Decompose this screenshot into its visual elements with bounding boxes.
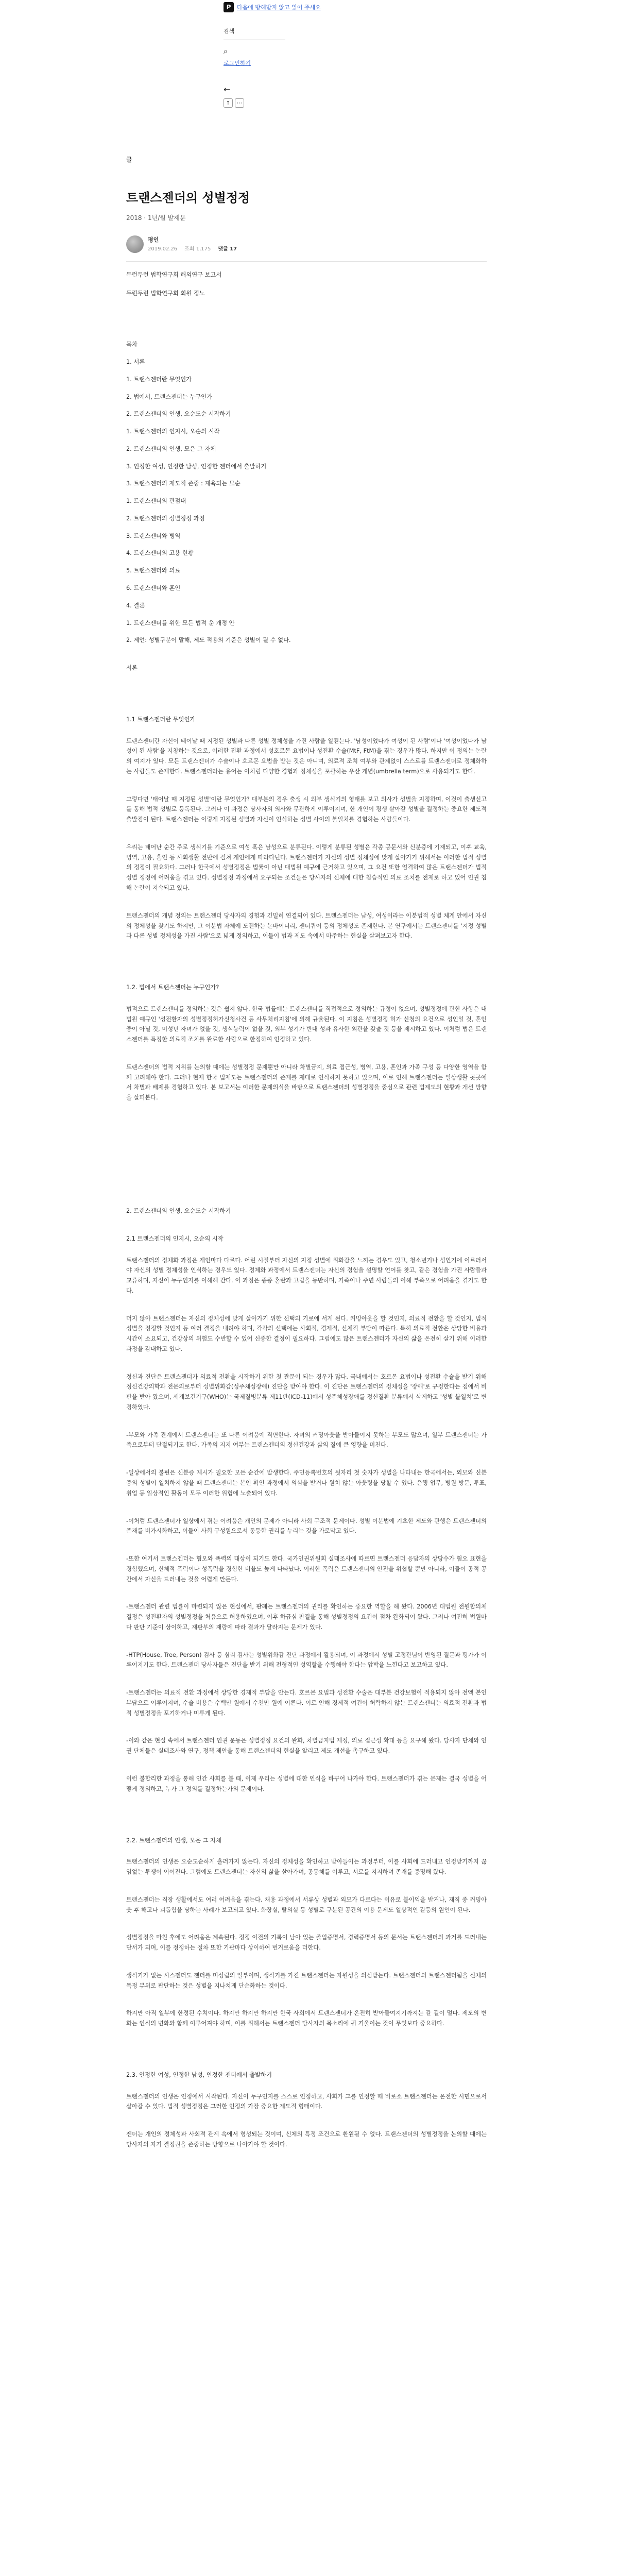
subsection-heading: 2.2. 트랜스젠더의 인생, 모은 그 자체 — [126, 1837, 221, 1844]
login-link[interactable]: 로그인하기 — [224, 60, 251, 66]
author-row — [126, 235, 487, 254]
subsection-heading: 2.3. 인정한 여성, 인정한 남성, 인정한 젠더에서 출발하기 — [126, 2071, 272, 2078]
avatar[interactable] — [126, 235, 144, 253]
paragraph: -일상에서의 불편은 신분증 제시가 필요한 모든 순간에 발생한다. 주민등록번호의 뒷자리 첫 숫자가 성별을 나타내는 한국에서는, 외모와 신분증의 성별이 일치하지 않을 때 트랜스젠더는 본인 확인 과정에서 의심을 받거나 원치 않는 아웃팅을 당할 수 있다. 은행 업무, 병원 방문, 투표, 취업 등 일상적인 활동이 모두 이러한 위험에 노출되어 있다. — [126, 1469, 487, 1497]
paragraph: -부모와 가족 관계에서 트랜스젠더는 또 다른 어려움에 직면한다. 자녀의 커밍아웃을 받아들이지 못하는 부모도 많으며, 일부 트랜스젠더는 가족으로부터 단절되기도 한다. 가족의 지지 여부는 트랜스젠더의 정신건강과 삶의 질에 큰 영향을 미친다. — [126, 1431, 487, 1449]
toc-item: 1. 서론 — [126, 359, 145, 366]
site-logo[interactable]: P — [224, 2, 234, 12]
paragraph: -이처럼 트랜스젠더가 일상에서 겪는 어려움은 개인의 문제가 아니라 사회 구조적 문제이다. 성별 이분법에 기초한 제도와 관행은 트랜스젠더의 존재를 비가시화하고, 이들이 사회 구성원으로서 동등한 권리를 누리는 것을 가로막고 있다. — [126, 1517, 487, 1535]
intro-line: 두런두런 법학연구회 해외연구 보고서 — [126, 271, 222, 278]
toc-title: 목차 — [126, 341, 138, 348]
paragraph: -또한 여기서 트랜스젠더는 혐오와 폭력의 대상이 되기도 한다. 국가인권위원회 실태조사에 따르면 트랜스젠더 응답자의 상당수가 혐오 표현을 경험했으며, 신체적 폭력이나 성폭력을 경험한 비율도 높게 나타났다. 이러한 폭력은 트랜스젠더의 안전을 위협할 뿐만 아니라, 이들이 공적 공간에서 자신을 드러내는 것을 어렵게 만든다. — [126, 1555, 487, 1583]
article — [126, 155, 487, 2150]
toc-item: 4. 트랜스젠더의 고용 현황 — [126, 550, 194, 557]
article-title: 트랜스젠더의 성별정정 — [126, 191, 250, 205]
toc-list — [126, 357, 487, 646]
view-count: 조회 1,175 — [184, 246, 211, 252]
author-info — [148, 235, 237, 254]
paragraph: 트랜스젠더는 직장 생활에서도 여러 어려움을 겪는다. 채용 과정에서 서류상 성별과 외모가 다르다는 이유로 불이익을 받거나, 재직 중 커밍아웃 후 해고나 괴롭힘을 당하는 사례가 보고되고 있다. 화장실, 탈의실 등 성별로 구분된 공간의 이용 문제도 일상적인 갈등의 원인이 된다. — [126, 1896, 487, 1913]
toc-item: 5. 트랜스젠더와 의료 — [126, 567, 181, 574]
paragraph: -트랜스젠더 관련 법률이 마련되지 않은 현실에서, 판례는 트랜스젠더의 권리를 확인하는 중요한 역할을 해 왔다. 2006년 대법원 전원합의체 결정은 성전환자의 성별정정을 처음으로 허용하였으며, 이후 하급심 판결을 통해 성별정정의 요건이 점차 완화되어 왔다. 그러나 여전히 법원마다 판단 기준이 상이하고, 재판부의 재량에 따라 결과가 달라지는 문제가 있다. — [126, 1603, 487, 1631]
toc-item: 2. 법에서, 트랜스젠더는 누구인가 — [126, 393, 213, 400]
paragraph: 생식기가 없는 시스젠더도 젠더를 미성립의 일부이며, 생식기를 가진 트랜스젠더는 자원성을 의심받는다. 트랜스젠더의 트랜스젠더됨을 신체의 특정 부위로 판단하는 것은 성별을 지나치게 단순화하는 것이다. — [126, 1972, 487, 1989]
toc-item: 3. 인정한 여성, 인정한 남성, 인정한 젠더에서 출발하기 — [126, 463, 267, 470]
section-heading: 1.2. 법에서 트랜스젠더는 누구인가? — [126, 984, 219, 991]
paragraph: 트랜스젠더의 개념 정의는 트랜스젠더 당사자의 경험과 긴밀히 연결되어 있다. 트랜스젠더는 남성, 여성이라는 이분법적 성별 체계 안에서 자신의 정체성을 찾기도 하지만, 그 이분법 자체에 도전하는 논바이너리, 젠더퀴어 등의 정체성도 존재한다. 본 연구에서는 트랜스젠더를 '지정 성별과 다른 성별 정체성을 가진 사람'으로 넓게 정의하고, 이들이 법과 제도 속에서 마주하는 현실을 살펴보고자 한다. — [126, 912, 487, 940]
action-buttons — [224, 98, 347, 108]
comment-count[interactable]: 댓글 17 — [218, 246, 237, 252]
back-arrow-icon[interactable]: ← — [224, 84, 231, 94]
paragraph: 트랜스젠더의 인생은 오순도순하게 흘러가지 않는다. 자신의 정체성을 확인하고 받아들이는 과정부터, 이를 사회에 드러내고 인정받기까지 끊임없는 투쟁이 이어진다. 그럼에도 트랜스젠더는 자신의 삶을 살아가며, 공동체를 이루고, 서로를 지지하며 존재를 증명해 왔다. — [126, 1858, 487, 1876]
toc-item: 2. 트랜스젠더의 인생, 모은 그 자체 — [126, 445, 216, 452]
paragraph: 트랜스젠더의 인생은 인정에서 시작된다. 자신이 누구인지를 스스로 인정하고, 사회가 그를 인정할 때 비로소 트랜스젠더는 온전한 시민으로서 살아갈 수 있다. 법적 성별정정은 그러한 인정의 가장 중요한 제도적 형태이다. — [126, 2093, 487, 2110]
toc-item: 3. 트랜스젠더와 병역 — [126, 532, 181, 539]
article-category: 글 — [126, 156, 132, 163]
search-label: 검색 — [224, 28, 235, 35]
toc-item: 1. 트랜스젠더란 무엇인가 — [126, 376, 192, 383]
toc-item: 6. 트랜스젠더와 혼인 — [126, 585, 181, 591]
paragraph: 우리는 태어난 순간 주로 생식기를 기준으로 여성 혹은 남성으로 분류된다. 이렇게 분류된 성별은 각종 공문서와 신분증에 기재되고, 이후 교육, 병역, 고용, 혼인 등 사회생활 전반에 걸쳐 개인에게 따라다닌다. 트랜스젠더가 자신의 성별 정체성에 맞게 살아가기 위해서는 이러한 법적 성별의 정정이 필요하다. 그러나 한국에서 성별정정은 법률이 아닌 대법원 예규에 근거하고 있으며, 그 요건 또한 엄격하여 많은 트랜스젠더가 법적 성별 정정에 어려움을 겪고 있다. 성별정정 과정에서 요구되는 조건들은 당사자의 신체에 대한 침습적인 의료 조치를 전제로 하고 있어 인권 침해 논란이 지속되고 있다. — [126, 843, 487, 892]
search-input[interactable] — [224, 38, 285, 40]
toc-item: 2. 제언: 성별구분이 말해, 제도 적용의 기준은 성별이 될 수 없다. — [126, 637, 291, 644]
toc-item: 2. 트랜스젠더의 성별정정 과정 — [126, 515, 205, 522]
paragraph: 트랜스젠더의 법적 지위를 논의할 때에는 성별정정 문제뿐만 아니라 차별금지, 의료 접근성, 병역, 고용, 혼인과 가족 구성 등 다양한 영역을 함께 고려해야 한다. 그러나 현재 한국 법제도는 트랜스젠더의 존재를 제대로 인식하지 못하고 있으며, 이로 인해 트랜스젠더는 일상생활 곳곳에서 차별과 배제를 경험하고 있다. 본 보고서는 이러한 문제의식을 바탕으로 트랜스젠더의 성별정정을 중심으로 관련 법제도의 현황과 개선 방향을 살펴본다. — [126, 1063, 487, 1101]
paragraph: 젠더는 개인의 정체성과 사회적 관계 속에서 형성되는 것이며, 신체의 특정 조건으로 환원될 수 없다. 트랜스젠더의 성별정정을 논의할 때에는 당사자의 자기 결정권을 존중하는 방향으로 나아가야 할 것이다. — [126, 2131, 487, 2148]
paragraph: 성별정정을 마친 후에도 어려움은 계속된다. 정정 이전의 기록이 남아 있는 졸업증명서, 경력증명서 등의 문서는 트랜스젠더의 과거를 드러내는 단서가 되며, 이를 정정하는 절차 또한 기관마다 상이하여 번거로움을 더한다. — [126, 1934, 487, 1952]
paragraph: -HTP(House, Tree, Person) 검사 등 심리 검사는 성별위화감 진단 과정에서 활용되며, 이 과정에서 성별 고정관념이 반영된 질문과 평가가 이루어지기도 한다. 트랜스젠더 당사자들은 진단을 받기 위해 전형적인 성역할을 수행해야 한다는 압박을 느낀다고 보고하고 있다. — [126, 1651, 487, 1669]
skip-to-content-link[interactable]: 다음에 방해받지 않고 읽어 주세요 — [237, 4, 321, 11]
toc-item: 2. 트랜스젠더의 인생, 오순도순 시작하기 — [126, 411, 231, 418]
subsection-heading: 2.1 트랜스젠더의 인지시, 오순의 시작 — [126, 1235, 224, 1242]
section-intro: 서론 — [126, 665, 138, 672]
paragraph: 이런 불합리한 과정을 통해 인간 사회를 볼 때, 이제 우리는 성별에 대한 인식을 바꾸어 나가야 한다. 트랜스젠더가 겪는 문제는 결국 성별을 어떻게 정의하고, 누가 그 정의를 결정하는가의 문제이다. — [126, 1775, 487, 1792]
paragraph: 그렇다면 '태어날 때 지정된 성별'이란 무엇인가? 대부분의 경우 출생 시 외부 생식기의 형태를 보고 의사가 성별을 지정하며, 이것이 출생신고를 통해 법적 성별로 등록된다. 그러나 이 과정은 당사자의 의사와 무관하게 이루어지며, 한 개인이 평생 살아갈 성별을 결정하는 중요한 제도적 출발점이 된다. 트랜스젠더는 이렇게 지정된 성별과 자신이 인식하는 성별 사이의 불일치를 경험하는 사람들이다. — [126, 795, 487, 823]
share-button[interactable]: ↑ — [224, 98, 233, 108]
section-heading: 2. 트랜스젠더의 인생, 오순도순 시작하기 — [126, 1207, 231, 1214]
paragraph: 하지만 아직 일부에 한정된 수치이다. 하지만 하지만 하지만 한국 사회에서 트랜스젠더가 온전히 받아들여지기까지는 갈 길이 멀다. 제도의 변화는 인식의 변화와 함께 이루어져야 하며, 이를 위해서는 트랜스젠더 당사자의 목소리에 귀 기울이는 것이 무엇보다 중요하다. — [126, 2010, 487, 2027]
toc-item: 4. 결론 — [126, 602, 145, 609]
article-date: 2019.02.26 — [148, 246, 178, 252]
search-icon[interactable]: ⌕ — [224, 47, 228, 56]
paragraph: -이와 같은 현실 속에서 트랜스젠더 인권 운동은 성별정정 요건의 완화, 차별금지법 제정, 의료 접근성 확대 등을 요구해 왔다. 당사자 단체와 인권 단체들은 실태조사와 연구, 정책 제안을 통해 트랜스젠더의 현실을 알리고 제도 개선을 촉구하고 있다. — [126, 1737, 487, 1755]
section-heading: 1.1 트랜스젠더란 무엇인가 — [126, 716, 196, 723]
paragraph: -트랜스젠더는 의료적 전환 과정에서 상당한 경제적 부담을 안는다. 호르몬 요법과 성전환 수술은 대부분 건강보험이 적용되지 않아 전액 본인 부담으로 이루어지며, 수술 비용은 수백만 원에서 수천만 원에 이른다. 이로 인해 경제적 여건이 허락하지 않는 트랜스젠더는 의료적 전환과 법적 성별정정을 포기하거나 미루게 된다. — [126, 1689, 487, 1717]
article-meta — [148, 245, 237, 254]
paragraph: 트랜스젠더란 자신이 태어날 때 지정된 성별과 다른 성별 정체성을 가진 사람을 일컫는다. '남성이었다가 여성이 된 사람'이나 '여성이었다가 남성이 된 사람'을 지칭하는 것으로, 이러한 전환 과정에서 성호르몬 요법이나 성전환 수술(MtF, FtM)을 겪는 경우가 많다. 하지만 이 정의는 논란의 여지가 있다. 모든 트랜스젠더가 수술이나 호르몬 요법을 받는 것은 아니며, 의료적 조치 여부와 관계없이 스스로를 트랜스젠더로 정체화하는 사람들도 존재한다. 트랜스젠더라는 용어는 이처럼 다양한 경험과 정체성을 포괄하는 우산 개념(umbrella term)으로 사용되기도 한다. — [126, 737, 487, 775]
article-subtitle: 2018 · 1년/월 발제문 — [126, 214, 186, 222]
more-button[interactable]: ⋯ — [235, 98, 244, 108]
header-divider — [126, 261, 487, 262]
toc-item: 1. 트랜스젠더의 인지시, 오순의 시작 — [126, 428, 220, 435]
paragraph: 트랜스젠더의 정체화 과정은 개인마다 다르다. 어린 시절부터 자신의 지정 성별에 위화감을 느끼는 경우도 있고, 청소년기나 성인기에 이르러서야 자신의 성별 정체성을 인식하는 경우도 있다. 정체화 과정에서 트랜스젠더는 자신의 경험을 설명할 언어를 찾고, 같은 경험을 가진 사람들과 교류하며, 자신이 누구인지를 이해해 간다. 이 과정은 종종 혼란과 고립을 동반하며, 가족이나 주변 사람들의 이해 부족으로 어려움을 겪기도 한다. — [126, 1257, 487, 1294]
paragraph: 법적으로 트랜스젠더를 정의하는 것은 쉽지 않다. 한국 법률에는 트랜스젠더를 직접적으로 정의하는 규정이 없으며, 성별정정에 관한 사항은 대법원 예규인 '성전환자의 성별정정허가신청사건 등 사무처리지침'에 의해 규율된다. 이 지침은 성별정정 허가 신청의 요건으로 성인일 것, 혼인 중이 아닐 것, 미성년 자녀가 없을 것, 생식능력이 없을 것, 외부 성기가 반대 성과 유사한 외관을 갖출 것 등을 제시하고 있다. 이처럼 법은 트랜스젠더를 특정한 의료적 조치를 완료한 사람으로 한정하여 인정하고 있다. — [126, 1005, 487, 1043]
intro-line: 두런두런 법학연구회 회원 정노 — [126, 290, 205, 297]
toc-item: 3. 트랜스젠더의 제도적 존중 : 제육되는 모순 — [126, 480, 241, 487]
top-nav — [224, 2, 347, 108]
paragraph: 머지 않아 트랜스젠더는 자신의 정체성에 맞게 살아가기 위한 선택의 기로에 서게 된다. 커밍아웃을 할 것인지, 의료적 전환을 할 것인지, 법적 성별을 정정할 것인지 등 여러 결정을 내려야 하며, 각각의 선택에는 사회적, 경제적, 신체적 부담이 따른다. 특히 의료적 전환은 상당한 비용과 시간이 소요되고, 건강상의 위험도 수반할 수 있어 신중한 결정이 필요하다. 그럼에도 많은 트랜스젠더가 자신의 삶을 온전히 살기 위해 이러한 과정을 감내하고 있다. — [126, 1315, 487, 1352]
toc-item: 1. 트랜스젠더를 위한 모든 법적 운 개정 안 — [126, 619, 235, 626]
author-name[interactable]: 평인 — [148, 236, 159, 243]
skip-row — [224, 2, 347, 12]
toc-item: 1. 트랜스젠더의 관점대 — [126, 498, 186, 505]
paragraph: 정신과 진단은 트랜스젠더가 의료적 전환을 시작하기 위한 첫 관문이 되는 경우가 많다. 국내에서는 호르몬 요법이나 성전환 수술을 받기 위해 정신건강의학과 전문의로부터 성별위화감(성주체성장애) 진단을 받아야 한다. 이 진단은 트랜스젠더의 정체성을 '장애'로 규정한다는 점에서 비판을 받아 왔으며, 세계보건기구(WHO)는 국제질병분류 제11판(ICD-11)에서 성주체성장애를 정신질환 분류에서 삭제하고 '성별 불일치'로 변경하였다. — [126, 1373, 487, 1411]
